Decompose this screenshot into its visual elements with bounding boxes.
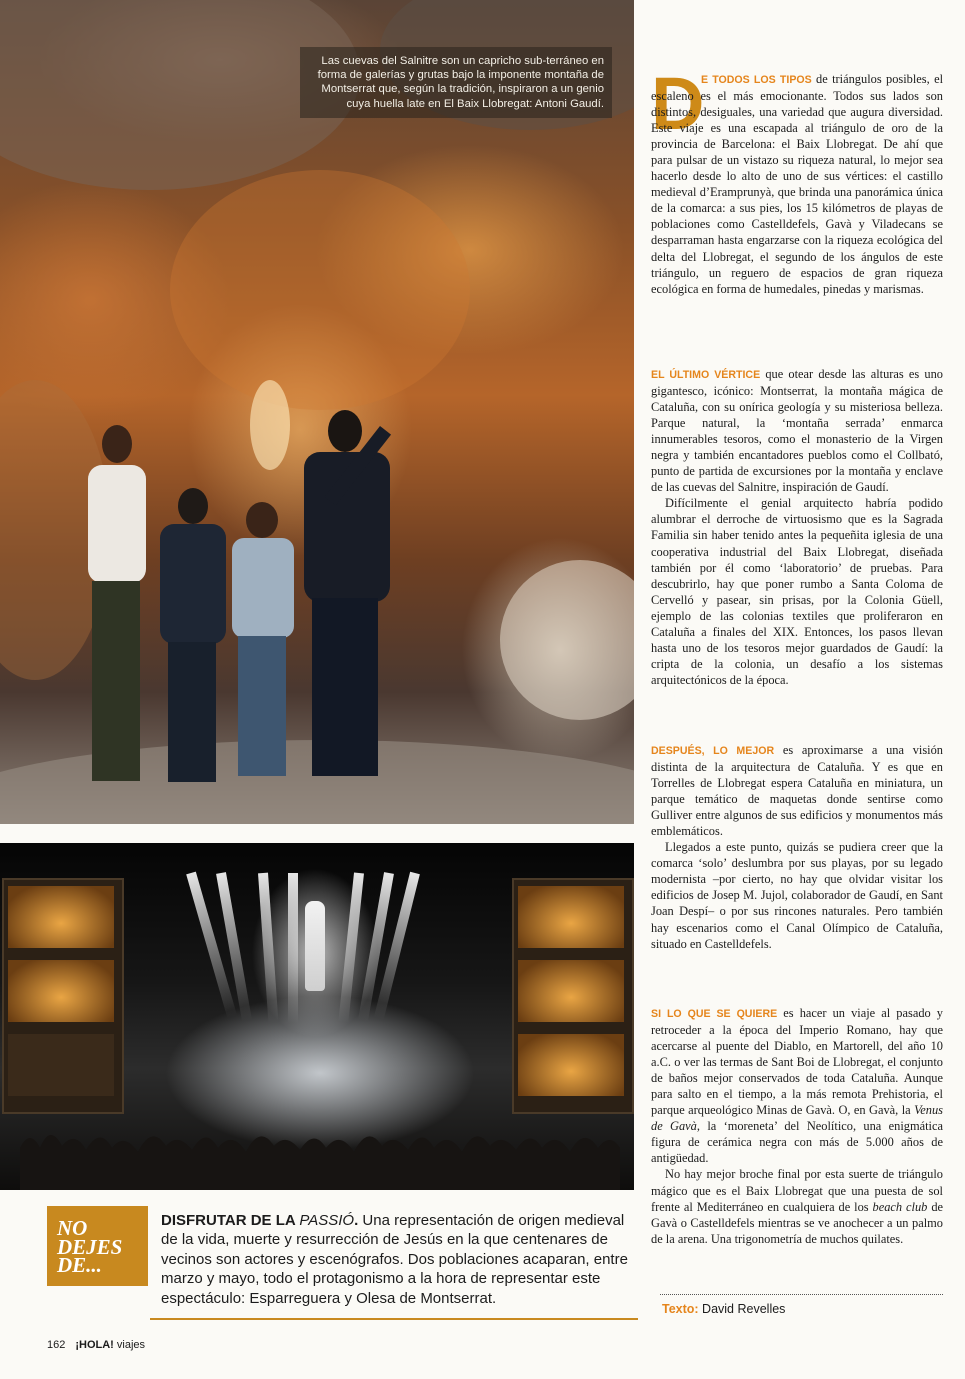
lead-in: EL ÚLTIMO VÉRTICE xyxy=(651,369,761,381)
box-heading-end: . xyxy=(354,1212,359,1229)
italic-text: beach club xyxy=(872,1199,928,1214)
article-paragraphs-4-5 xyxy=(651,742,943,952)
magazine-section: viajes xyxy=(113,1339,146,1351)
byline-divider xyxy=(660,1294,943,1295)
box-heading: DISFRUTAR DE LA xyxy=(161,1212,300,1229)
paragraph-text: Llegados a este punto, quizás se pudiera creer que la comarca ‘solo’ deslumbra por sus playas, por su legado modernista –por cierto, no hay que olvidar visitar los edificios de Josep M. Jujol, colaborador de Gaudí, en Sant Joan Despí– o por sus rincones naturales. Pero también hay escenarios como el Canal Olímpico de Cataluña, situado en Castelldefels. xyxy=(651,840,943,951)
person-man xyxy=(292,410,410,785)
paragraph-text: , la ‘moreneta’ del Neolítico, una enigmática figura de cerámica negra con más de 5.000 años de antigüedad. xyxy=(651,1119,943,1166)
cave-photo xyxy=(0,0,634,824)
italic-text: Venus de Gavà xyxy=(651,1103,943,1134)
lead-in: SI LO QUE SE QUIERE xyxy=(651,1008,778,1020)
paragraph-text: es aproximarse a una visión distinta de la arquitectura de Cataluña. Y es que en Torrelles de Llobregat espera Cataluña en miniatura, un parque temático de maquetas donde sentirse como Gulliver entre algunos de sus edificios y monumentos más emblemáticos. xyxy=(651,743,943,839)
paragraph-text: es hacer un viaje al pasado y retroceder a la época del Imperio Romano, hay que acercarse al puente del Diablo, en Martorell, del año 10 a.C. o ver las termas de Sant Boi de Llobregat, el conjunto de baños mejor conservados de toda Cataluña. Aunque para salto en el tiempo, a la más remota Prehistoria, el parque arqueológico Minas de Gavà. O, en Gavà, la xyxy=(651,1006,943,1118)
box-body: Una representación de origen medieval de la vida, muerte y resurrección de Jesús en la que centenares de vecinos son actores y escenógrafos. Dos poblaciones acaparan, entre marzo y mayo, todo el protagonismo a la hora de representar este espectáculo: Esparreguera y Olesa de Montserrat. xyxy=(161,1212,628,1307)
lead-in: E TODOS LOS TIPOS xyxy=(701,74,812,86)
badge-line: NO xyxy=(57,1216,88,1240)
article-paragraphs-2-3 xyxy=(651,366,943,688)
magazine-name: ¡HOLA! xyxy=(75,1339,114,1351)
paragraph-text: de triángulos posibles, el escaleno es el más emocionante. Todos sus lados son distintos, desiguales, una variedad que augura diversidad. Este viaje es una escapada al triángulo de oro de la provincia de Barcelona: el Baix Llobregat. De ahí que para pulsar de un vistazo su riqueza natural, lo mejor sea hacerlo desde lo alto de uno de sus vértices: el castillo medieval d’Eramprunyà, que brinda una panorámica única de la comarca: a sus pies, los 15 kilómetros de playas de poblaciones como Castelldefels, Gavà y Viladecans se desparraman hasta engarzarse con la riqueza ecológica del delta del Llobregat, el segundo de los ángulos de este triángulo, un reguero de espacios de gran riqueza ecológica en forma de humedales, pinedas y marismas. xyxy=(651,72,944,296)
byline xyxy=(662,1302,785,1316)
byline-label: Texto: xyxy=(662,1302,699,1316)
paragraph-text: de Gavà o Castelldefels mientras se ve anochecer a un palmo de la arena. Una trigonometría de muchos quilates. xyxy=(651,1199,944,1246)
article-paragraph-1 xyxy=(651,62,944,297)
person-girl-small xyxy=(228,502,298,782)
article-paragraphs-6-7 xyxy=(651,1005,943,1247)
photo-caption: Las cuevas del Salnitre son un capricho sub-terráneo en forma de galerías y grutas bajo la imponente montaña de Montserrat que, según la tradición, inspiraron a un genio cuya huella late en El Baix Llobregat: Antoni Gaudí. xyxy=(300,47,612,118)
person-boy xyxy=(158,488,228,793)
badge-line: DEJES xyxy=(57,1234,123,1259)
paragraph-text: Difícilmente el genial arquitecto habría podido alumbrar el derroche de virtuosismo que es la Sagrada Familia sin haber tenido antes la pequeñita iglesia de una cooperativa industrial del Baix Llobregat, diseñada también por él como ‘laboratorio’ de pruebas. Para descubrirlo, hay que poner rumbo a Santa Coloma de Cervelló y pasear, sin prisas, por la Colonia Güell, ejemplo de las colonias textiles que proliferaron en Cataluña a finales del XIX. Entonces, los pasos llevan hasta uno de los tesoros mejor guardados de Gaudí: la cripta de la colonia, un desafío a los sistemas arquitectónicos de la época. xyxy=(651,496,943,687)
jesus-figure xyxy=(305,901,325,991)
box-heading-italic: PASSIÓ xyxy=(299,1212,355,1229)
passio-stage-photo xyxy=(0,843,634,1190)
page-folio xyxy=(47,1339,145,1351)
lead-in: DESPUÉS, LO MEJOR xyxy=(651,745,775,757)
stage-tower-right xyxy=(512,878,634,1114)
paragraph-text: No hay mejor broche final por esta suerte de triángulo mágico que es el Baix Llobregat que una puesta de sol frente al Mediterráneo en cualquiera de los xyxy=(651,1167,943,1214)
person-girl-tall xyxy=(82,425,148,795)
paragraph-text: que otear desde las alturas es uno gigantesco, icónico: Montserrat, la montaña mágica de Cataluña, con su onírica geología y su misteriosa belleza. Parque natural, la ‘montaña serrada’ enmarca innumerables tesoros, como el monasterio de la Virgen negra y también encantadores pueblos como el Collbató, punto de partida de excursiones por la montaña y enclave de las cuevas del Salnitre, inspiración de Gaudí. xyxy=(651,367,943,495)
stage-tower-left xyxy=(2,878,124,1114)
badge-line: DE... xyxy=(57,1253,102,1277)
no-dejes-de-badge xyxy=(47,1206,148,1286)
no-dejes-de-text xyxy=(161,1211,639,1308)
byline-author: David Revelles xyxy=(698,1302,786,1316)
page-number: 162 xyxy=(47,1339,66,1351)
stage-crowd xyxy=(20,1108,620,1190)
drop-cap: D xyxy=(651,62,705,145)
box-divider xyxy=(150,1318,638,1320)
